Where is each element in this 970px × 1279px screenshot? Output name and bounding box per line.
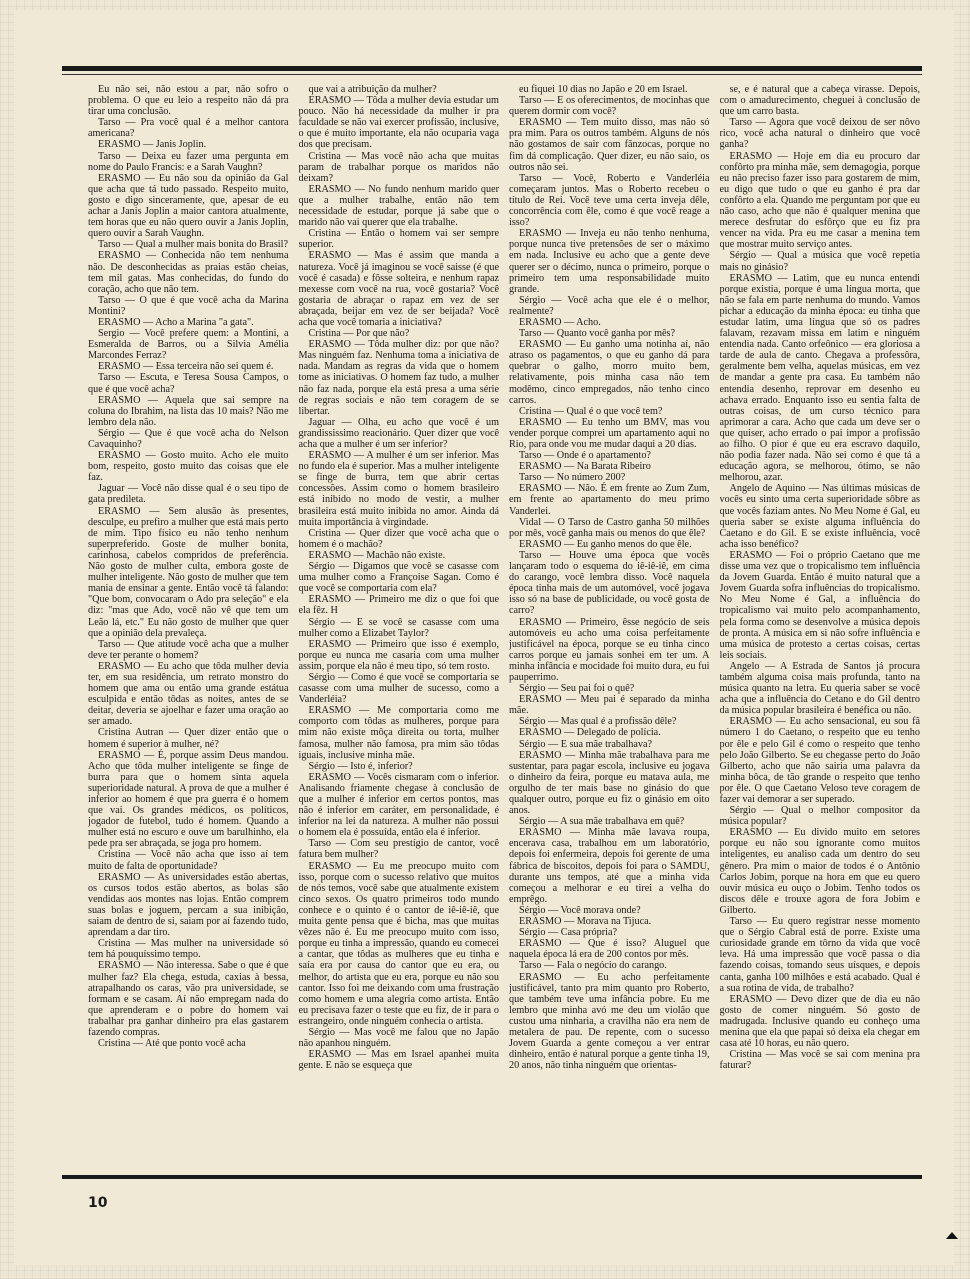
paragraph: ERASMO — Aquela que sai sempre na coluna do Ibrahim, na lista das 10 mais? Não me lembro dela não. xyxy=(88,394,289,428)
paragraph: Cristina — Mas você se sai com menina pra faturar? xyxy=(719,1049,920,1072)
paragraph: ERASMO — Devo dizer que de dia eu não gosto de comer ninguém. Só gosto de madrugada. Inclusive quando eu conheço uma menina que ela que papai só deixa ela chegar em casa até 10 horas, eu não quero. xyxy=(719,993,920,1050)
paragraph: Vidal — O Tarso de Castro ganha 50 milhões por mês, você ganha mais ou menos do que êle? xyxy=(509,516,710,539)
paragraph: eu fiquei 10 dias no Japão e 20 em Israel. xyxy=(519,84,688,95)
paragraph: ERASMO — É, porque assim Deus mandou. Acho que tôda mulher inteligente se finge de burra para que o homem sinta aquela superioridade natural. A prova de que a mulher é inferior ao homem é que pra guerra é o homem que vai. Os grandes médicos, os políticos, jogador de futebol, tudo é homem. Quando a mulher está no escuro e ouve um barulhinho, ela pede pra ser abraçada, se joga pro homem. xyxy=(88,749,289,850)
paragraph: ERASMO — Mas em Israel apanhei muita gente. E não se esqueça que xyxy=(298,1049,499,1072)
paragraph: ERASMO — Mas é assim que manda a natureza. Você já imaginou se você saisse (é que você é casada) e fôsse solteira, e nenhum rapaz mexesse com você na rua, você gostaria? Você gostaria de abraçar o rapaz em vez de ser abraçada, beijar em vez de ser beijada? Você acha que você tomaria a iniciativa? xyxy=(298,250,499,328)
paragraph: ERASMO — Eu acho sensacional, eu sou fã número 1 do Caetano, o respeito que eu tenho por êle e pelo Gil é como o respeito que tenho pelo João Gilberto. Se eu chegasse perto do João Gilberto, acho que não sairia uma palavra da minha bôca, de tão grande o respeito que tenho por êle. O que Caetano Veloso teve coragem de fazer vai demorar a ser superado. xyxy=(719,716,920,805)
paragraph: Cristina — Mas você não acha que muitas param de trabalhar porque os maridos não deixam? xyxy=(298,150,499,184)
page-number: 10 xyxy=(88,1195,108,1211)
paragraph: ERASMO — Não interessa. Sabe o que é que mulher faz? Ela chega, estuda, caxias à bessa, atrapalhando os caras, vão pra universidade, se formam e se casam. Aí não empregam nada do que aprenderam e o pobre do homem vai trabalhar pra ganhar dinheiro pra elas gastarem fazendo compras. xyxy=(88,960,289,1038)
paragraph: Tarso — Fala o negócio do carango. xyxy=(519,960,667,972)
paragraph: ERASMO — Hoje em dia eu procuro dar confôrto pra minha mãe, sem demagogia, porque eu não preciso fazer isso para gostarem de mim, eu digo que tudo o que eu ganho é pra dar confôrto a ela. Quando me perguntam por que eu não caso, acho que não é qualquer menina que merece desfrutar do esfôrço que eu fiz pra vencer na vida. Pra eu me casar a menina tem que mostrar muito serviço antes. xyxy=(719,150,920,251)
paragraph: ERASMO — Minha mãe trabalhava para me sustentar, para pagar escola, inclusive eu jogava o dinheiro da feira, porque eu matava aula, me orgulho de ter mais base no ginásio do que qualquer outro, porque eu fiz o ginásio em oito anos. xyxy=(509,749,710,817)
paragraph: Angelo — A Estrada de Santos já procura também alguma coisa mais profunda, tanto na música quanto na letra. Eu queria saber se você acha que a influência do Cetano e do Gil dentro da música popular brasileira é benéfica ou não. xyxy=(719,660,920,717)
paragraph: Sérgio — E sua mãe trabalhava? xyxy=(519,738,653,750)
column-2 xyxy=(299,84,500,1164)
top-rule xyxy=(62,66,922,71)
paragraph: Cristina — Quer dizer que você acha que o homem é o machão? xyxy=(298,527,499,550)
paragraph: ERASMO — Janis Joplin. xyxy=(98,139,207,151)
paragraph: Sérgio — A sua mãe trabalhava em quê? xyxy=(519,816,685,828)
paragraph: ERASMO — Morava na Tijuca. xyxy=(519,916,652,928)
paragraph: ERASMO — Eu tenho um BMV, mas vou vender porque comprei um apartamento aqui no Rio, para onde vou me mudar daqui a 20 dias. xyxy=(509,416,710,450)
paragraph: ERASMO — Eu me preocupo muito com isso, porque com o sucesso relativo que muitos de nós temos, você sabe que atualmente existem cinco sexos. Os quatro primeiros todo mundo conhece e o quinto é o cantor de iê-iê-iê, que muita gente pensa que é bicha, mas que muitas vêzes não é. Eu me preocupo muito com isso, porque eu tinha a impressão, quando eu comecei a cantar, que tôdas as mulheres que eu tinha e saía era por causa do cantor que eu era, ou melhor, do artista que eu era, porque eu não sou cantor. Isso foi me deixando com uma frustração como homem e uma alegria como artista. Então eu precisava fazer o teste que eu fiz, de ir para o estrangeiro, onde ninguém conhecia o artista. xyxy=(298,860,499,1027)
paragraph: ERASMO — Minha mãe lavava roupa, encerava casa, trabalhou em um laboratório, depois foi enfermeira, depois foi gerente de uma fábrica de biscoitos, depois foi para o SAMDU, durante uns tempos, até que a minha vida começou a melhorar e eu tirei a velha do emprêgo. xyxy=(509,827,710,905)
paragraph: ERASMO — Vocês cismaram com o inferior. Analisando friamente chegase à conclusão de que a mulher é inferior em certos pontos, mas não é inferior em caráter, em personalidade, é inferior na lei da natureza. A mulher não possui o homem ela é possuída, então ela é inferior. xyxy=(298,771,499,839)
paragraph: que vai a atribuição da mulher? xyxy=(308,84,437,95)
paragraph: ERASMO — Latim, que eu nunca entendi porque existia, porque é uma língua morta, que não se fala em parte nenhuma do mundo. Vamos pichar a educação da minha época: eu tinha que estudar latim, uma língua que só os padres falavam, rezavam missa em latim e ninguém entendia nada. Canto orfeônico — era gloriosa a tarde de aula de canto. Chegava a professôra, geralmente bem velha, aquelas músicas, em vez de mandar a gente pra casa. Eu também não entendia desenho, reprovar em desenho eu achava errado. Enquanto isso eu sentia falta de outras coisas, de um curso técnico para aprimorar a cara. Acho que cada um deve ser o que quiser, acho errado o pai impor a profissão ao filho. O pior é que eu era escravo daquilo, não podia fazer nada. Não sei como é que tá a educação agora, se melhorou, ótimo, se não melhorou, azar. xyxy=(719,272,920,484)
paragraph: ERASMO — Na Barata Ribeiro xyxy=(519,461,651,473)
paragraph: Sérgio — Isto é, inferior? xyxy=(308,760,413,772)
paragraph: Cristina — Qual é o que você tem? xyxy=(519,405,663,417)
paragraph: Sérgio — Digamos que você se casasse com uma mulher como a Françoise Sagan. Como é que você se comportaria com ela? xyxy=(298,561,499,595)
paragraph: Tarso — O que é que você acha da Marina Montini? xyxy=(88,294,289,317)
paragraph: ERASMO — Eu acho perfeitamente justificável, tanto pra mim quanto pro Roberto, que também teve uma infância pobre. Eu me lembro que minha avó me deu um violão que custou uma ninharia, a cravilha não era nem de metalera de pau. De repente, com o sucesso Jovem Guarda a gente começou a ver entrar dinheiro, então é natural porque a gente tinha 19, 20 anos, não tinha ninguém que orientas- xyxy=(509,971,710,1072)
paragraph: Sérgio — Você morava onde? xyxy=(519,904,641,916)
paragraph: ERASMO — Acho a Marina "a gata". xyxy=(98,316,254,328)
paragraph: Tarso — Escuta, e Teresa Sousa Campos, o que é que você acha? xyxy=(88,372,289,395)
paragraph: se, e é natural que a cabeça virasse. Depois, com o amadurecimento, cheguei à conclusão de que um carro basta. xyxy=(719,84,920,118)
paragraph: ERASMO — Tôda mulher diz: por que não? Mas ninguém faz. Nenhuma toma a iniciativa de nada. Mandam as regras da vida que o homem tome as iniciativas. O homem faz tudo, a mulher não faz nada, porque ela está presa a uma série de regras sociais e não tem coragem de se libertar. xyxy=(298,339,499,417)
paragraph: Sérgio — Qual a música que você repetia mais no ginásio? xyxy=(719,250,920,273)
paragraph: Sérgio — Qual o melhor compositor da música popular? xyxy=(719,805,920,828)
paragraph: Sérgio — Mas você me falou que no Japão não apanhou ninguém. xyxy=(298,1026,499,1050)
paragraph: Tarso — No número 200? xyxy=(519,472,626,484)
paragraph: ERASMO — Eu acho que tôda mulher devia ter, em sua residência, um retrato monstro do homem que ama ou então uma grande estátua esculpida e então tôdas as noites, antes de se deitar, deveria se ajoelhar e fazer uma oração ao ser amado. xyxy=(88,660,289,728)
paragraph: ERASMO — Que é isso? Aluguel que naquela época lá era de 200 contos por mês. xyxy=(509,938,710,961)
paragraph: ERASMO — Eu divido muito em setores porque eu não sou ignorante como muitos inteligentes, eu analiso cada um dentro do seu gênero. Pra mim o maior de todos é o Antônio Carlos Jobim, porque na hora em que eu quero ouvir música eu ouço o Jobim. Tenho todos os discos dêle e trouxe agora de fora Jobim e Gilberto. xyxy=(719,827,920,916)
paragraph: ERASMO — Gosto muito. Acho ele muito bom, respeito, gosto muito das coisas que ele faz. xyxy=(88,450,289,484)
paragraph: Tarso — Qual a mulher mais bonita do Brasil? xyxy=(98,239,288,251)
paragraph: Jaguar — Olha, eu acho que você é um grandississimo reacionário. Quer dizer que você acha que a mulher é um ser inferior? xyxy=(298,416,499,450)
paragraph: ERASMO — Primeiro, êsse negócio de seis automóveis eu acho uma coisa perfeitamente justificável na época, porque se eu tinha cinco carros porque eu jamais sonhei em ter um. A minha infância e mocidade foi muito dura, eu fui pauperrimo. xyxy=(509,616,710,683)
paragraph: ERASMO — No fundo nenhum marido quer que a mulher trabalhe, então não tem necessidade de estudar, porque já sabe que o marido não vai querer que ela trabalhe. xyxy=(298,183,499,229)
paragraph: Tarso — Deixa eu fazer uma pergunta em nome do Paulo Francis: e a Sarah Vaughn? xyxy=(88,150,289,173)
column-3 xyxy=(509,84,710,1164)
paragraph: ERASMO — Primeiro que isso é exemplo, porque eu nunca me casaria com uma mulher assim, porque ela não é meu tipo, só tem rosto. xyxy=(298,638,499,672)
paragraph: ERASMO — Inveja eu não tenho nenhuma, porque nunca tive pretensões de ser o máximo em nada. Inclusive eu acho que a gente deve querer ser o décimo, nunca o primeiro, porque o primeiro tem uma responsabilidade muito grande. xyxy=(509,228,710,295)
paragraph: Sérgio — Que é que você acha do Nelson Cavaquinho? xyxy=(88,427,289,450)
paragraph: Sérgio — Como é que você se comportaria se casasse com uma mulher de sucesso, como a Vanderléia? xyxy=(298,671,499,706)
paragraph: Tarso — Quanto você ganha por mês? xyxy=(519,328,676,340)
column-4 xyxy=(720,84,921,1164)
paragraph: ERASMO — Foi o próprio Caetano que me disse uma vez que o tropicalismo tem influência da Jovem Guarda. Então é muito natural que a Jovem Guarda sofra influências do tropicalismo. No Meu Nome é Gal, a influência do tropicalismo vai muito pelo acompanhamento, pela forma como se desenvolve a música depois de pronta. A música em si não sofre influência e uma música de protesto a certas coisas, certas leis sociais. xyxy=(719,549,920,661)
paragraph: Cristina Autran — Quer dizer então que o homem é superior à mulher, né? xyxy=(88,727,289,750)
paragraph: ERASMO — Não. É em frente ao Zum Zum, em frente ao apartamento do meu primo Vanderlei. xyxy=(509,483,710,517)
paragraph: ERASMO — Tem muito disso, mas não só pra mim. Para os outros também. Alguns de nós não gostamos de sair com fãnzocas, porque no fim dá complicação. Quer dizer, eu não saio, os outros não sei. xyxy=(509,117,710,173)
paragraph: Sérgio — Seu pai foi o quê? xyxy=(519,683,635,695)
paragraph: ERASMO — Delegado de polícia. xyxy=(519,727,661,739)
paragraph: ERASMO — Sem alusão às presentes, desculpe, eu prefiro a mulher que está mais perto de mim. Tipo físico eu não tenho nenhum superpreferido. Goste de mulher bonita, carinhosa, cabelos compridos de preferência. Não gosto de mulher culta, embora goste de mulher inteligente. Não gosto de mulher que tem mania de ensinar a gente. Então você tá falando: "Que bom, convocaram o Ado pra seleção" e ela diz: "mas que Ado, você não vê que tem um Leão lá, etc." Eu não gosto de mulher que quer que a opinião dela prevaleça. xyxy=(88,505,289,639)
page-turn-arrow-icon xyxy=(946,1232,958,1239)
paragraph: Cristina — Mas mulher na universidade só tem há pouquíssimo tempo. xyxy=(88,938,289,961)
paragraph: ERASMO — Meu pai é separado da minha mãe. xyxy=(509,694,710,717)
paragraph: Tarso — Que atitude você acha que a mulher deve ter perante o homem? xyxy=(88,638,289,661)
column-1 xyxy=(88,84,289,1164)
paragraph: Tarso — Com seu prestígio de cantor, você fatura bem mulher? xyxy=(298,838,499,861)
paragraph: ERASMO — Conhecida não tem nenhuma não. De desconhecidas as praias estão cheias, tem mil gatas. Mas conhecidas, do fundo do coração, acho que não tem. xyxy=(88,250,289,295)
paragraph: ERASMO — Essa terceira não sei quem é. xyxy=(98,361,274,373)
paragraph: ERASMO — Eu não sou da opinião da Gal que acha que tá tudo passado. Respeito muito, gosto e digo sinceramente, que, apesar de eu achar a Janis Joplin a maior cantora atualmente, tem horas que eu não quero ouvir a Janis Joplin, quero ouvir a Sarah Vaughn. xyxy=(88,172,289,240)
paragraph: Tarso — Onde é o apartamento? xyxy=(519,450,651,462)
paragraph: Tarso — Houve uma época que vocês lançaram todo o esquema do iê-iê-iê, em cima do carango, você lembra disso. Você naquela época tinha mais de um automóvel, você jogava isso só na base de publicidade, ou você gosta de carro? xyxy=(509,549,710,617)
paragraph: Tarso — Eu quero registrar nesse momento que o Sérgio Cabral está de porre. Existe uma curiosidade grande em tôrno da vida que você leva. Há uma impressão que você passa o dia fazendo coisas, tomando seus uísques, e depois canta, ganha 100 milhões e está acabado. Qual é a sua rotina de vida, de trabalho? xyxy=(719,916,920,994)
paragraph: Tarso — Pra você qual é a melhor cantora americana? xyxy=(88,117,289,140)
paragraph: Cristina — Você não acha que isso aí tem muito de falta de oportunidade? xyxy=(88,849,289,872)
paragraph: Angelo de Aquino — Nas últimas músicas de vocês eu sinto uma certa superioridade sôbre as que vocês faziam antes. No Meu Nome é Gal, eu queria saber se existe alguma influência do Caetano e do Gil. E se existe influência, você acha isso benéfico? xyxy=(719,483,920,550)
paragraph: ERASMO — As universidades estão abertas, os cursos todos estão abertos, as bolas são vendidas aos montes nas lojas. Então comprem suas bolas e joguem, percam a sua inibição, saiam de dentro de si, saiam por aí fazendo tudo, aprendam a dar tiro. xyxy=(88,871,289,939)
paragraph: Sérgio — E se você se casasse com uma mulher como a Elizabet Taylor? xyxy=(298,616,499,639)
paragraph: Cristina — Por que não? xyxy=(308,328,410,340)
article-body xyxy=(88,84,920,1164)
paragraph: Sérgio — Mas qual é a profissão dêle? xyxy=(519,716,677,728)
paragraph: ERASMO — Tôda a mulher devia estudar um pouco. Não há necessidade da mulher ir pra faculdade se não vai exercer profissão, inclusive, o que é muito importante, ela não ocuparia vaga dos que precisam. xyxy=(298,95,499,151)
paragraph: Cristina — Então o homem vai ser sempre superior. xyxy=(298,228,499,251)
paragraph: Tarso — E os oferecimentos, de mocinhas que querem dormir com você? xyxy=(509,95,710,118)
paragraph: Sergio — Você prefere quem: a Montini, a Esmeralda de Barros, ou a Silvia Amélia Marcondes Ferraz? xyxy=(88,328,289,362)
top-rule-thin xyxy=(62,74,922,75)
paragraph: ERASMO — Eu ganho menos do que êle. xyxy=(519,538,692,550)
paragraph: Jaguar — Você não disse qual é o seu tipo de gata predileta. xyxy=(88,483,289,506)
paragraph: Tarso — Agora que você deixou de ser nôvo rico, você acha natural o dinheiro que você ganha? xyxy=(719,117,920,151)
paragraph: Sérgio — Você acha que ele é o melhor, realmente? xyxy=(509,294,710,317)
paragraph: ERASMO — Me comportaria como me comporto com tôdas as mulheres, porque para mim não existe môça direita ou torta, mulher famosa, mulher não famosa, pra mim são tôdas iguais, inclusive minha mãe. xyxy=(298,705,499,761)
bottom-rule xyxy=(62,1175,922,1179)
paragraph: Sérgio — Casa própria? xyxy=(519,927,617,939)
paragraph: ERASMO — Machão não existe. xyxy=(308,549,446,561)
paragraph: ERASMO — Primeiro me diz o que foi que ela fêz. H xyxy=(298,594,499,617)
paragraph: Eu não sei, não estou a par, não sofro o problema. O que eu leio a respeito não dá pra tirar uma conclusão. xyxy=(88,84,289,118)
paragraph: ERASMO — Eu ganho uma notinha aí, não atraso os pagamentos, o que eu ganho dá para quebrar o galho, morro muito bem, relativamente, pois minha casa não tem modêmo, cinco empregados, não tenho cinco carros. xyxy=(509,339,710,406)
paragraph: ERASMO — Acho. xyxy=(519,316,601,328)
paragraph: ERASMO — A mulher é um ser inferior. Mas no fundo ela é superior. Mas a mulher inteligente se finge de burra, tem que abrir certas concessões. Assim como o homem brasileiro está inibido no modo de vestir, a mulher brasileira está muito inibida no amor. Ainda dá muita importância à virgindade. xyxy=(298,450,499,528)
paragraph: Tarso — Você, Roberto e Vanderléia começaram juntos. Mas o Roberto recebeu o título de Rei. Você teve uma certa inveja dêle, concorrência com êle, como é que você reage a isso? xyxy=(509,172,710,229)
paragraph: Cristina — Até que ponto você acha xyxy=(98,1038,246,1050)
